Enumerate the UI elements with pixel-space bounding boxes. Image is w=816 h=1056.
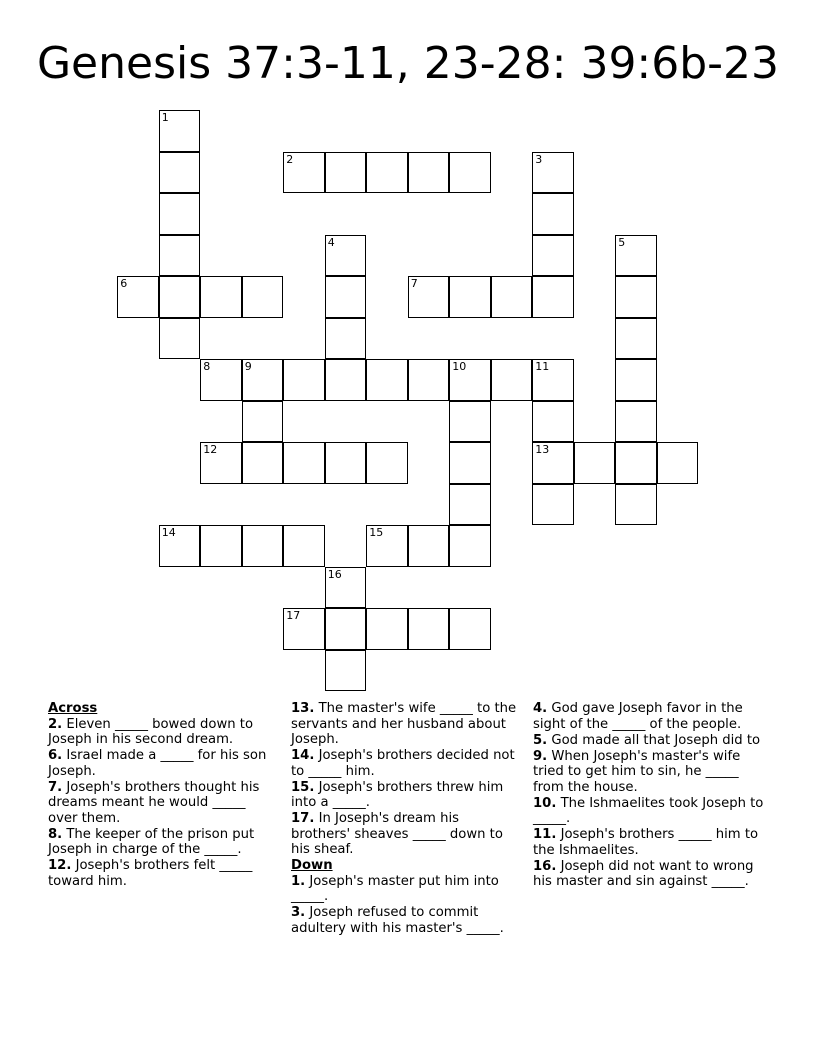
grid-cell[interactable] <box>283 152 325 194</box>
clue-item-number: 9. <box>533 748 548 764</box>
clue-item-number: 7. <box>48 779 63 795</box>
clue-item <box>291 701 521 748</box>
page-title: Genesis 37:3-11, 23-28: 39:6b-23 <box>36 38 780 89</box>
clue-number: 15 <box>369 526 384 540</box>
clue-number: 5 <box>618 235 626 249</box>
clue-number: 1 <box>161 111 169 125</box>
grid-cell[interactable] <box>366 152 408 194</box>
grid-cell[interactable] <box>615 276 657 318</box>
grid-cell[interactable] <box>159 318 201 360</box>
clue-item-number: 10. <box>533 795 557 811</box>
clue-item-number: 4. <box>533 701 548 716</box>
clue-number: 10 <box>452 360 467 374</box>
clue-number: 4 <box>327 235 335 249</box>
clue-item-text: God gave Joseph favor in the sight of the _____ of the people. <box>533 701 743 732</box>
clue-item-number: 1. <box>291 873 306 889</box>
clue-item <box>48 780 276 827</box>
clue-item-number: 12. <box>48 858 72 873</box>
grid-cell[interactable] <box>408 608 450 650</box>
clue-number: 7 <box>410 277 418 291</box>
grid-cell[interactable] <box>159 235 201 277</box>
clue-item-number: 11. <box>533 827 557 842</box>
clue-item-number: 13. <box>291 701 315 716</box>
grid-cell[interactable] <box>449 608 491 650</box>
grid-cell[interactable] <box>242 359 284 401</box>
clue-number: 6 <box>120 277 128 291</box>
clue-item <box>48 827 276 858</box>
grid-cell[interactable] <box>615 318 657 360</box>
grid-cell[interactable] <box>408 276 450 318</box>
grid-cell[interactable] <box>574 442 616 484</box>
clue-number: 12 <box>203 443 218 457</box>
clue-item-number: 2. <box>48 716 63 732</box>
grid-cell[interactable] <box>615 359 657 401</box>
clue-item-number: 15. <box>291 779 315 795</box>
grid-cell[interactable] <box>408 152 450 194</box>
grid-cell[interactable] <box>449 442 491 484</box>
grid-cell[interactable] <box>615 235 657 277</box>
clue-item <box>291 748 521 779</box>
clue-item <box>533 701 765 732</box>
clue-item <box>533 749 765 796</box>
grid-cell[interactable] <box>325 650 367 692</box>
grid-cell[interactable] <box>117 276 159 318</box>
grid-cell[interactable] <box>283 608 325 650</box>
grid-cell[interactable] <box>532 193 574 235</box>
grid-cell[interactable] <box>242 401 284 443</box>
clue-number: 17 <box>286 609 301 623</box>
clue-item-text: Israel made a _____ for his son Joseph. <box>48 748 267 779</box>
grid-cell[interactable] <box>532 152 574 194</box>
grid-cell[interactable] <box>200 359 242 401</box>
grid-cell[interactable] <box>491 359 533 401</box>
clue-column-3 <box>533 701 765 890</box>
clue-item-number: 16. <box>533 858 557 874</box>
clue-item <box>291 905 521 936</box>
clue-item-text: Joseph's brothers felt _____ toward him. <box>48 858 253 889</box>
grid-cell[interactable] <box>532 235 574 277</box>
clue-item-number: 3. <box>291 905 306 920</box>
clue-item-text: Joseph's brothers thought his dreams meant he would _____ over them. <box>48 779 260 826</box>
clue-item-number: 14. <box>291 748 315 763</box>
grid-cell[interactable] <box>283 525 325 567</box>
clue-item-text: The master's wife _____ to the servants and her husband about Joseph. <box>291 701 517 747</box>
grid-cell[interactable] <box>200 276 242 318</box>
grid-cell[interactable] <box>242 276 284 318</box>
clue-number: 11 <box>535 360 550 374</box>
clue-item-number: 17. <box>291 811 315 826</box>
grid-cell[interactable] <box>366 359 408 401</box>
grid-cell[interactable] <box>325 608 367 650</box>
grid-cell[interactable] <box>325 359 367 401</box>
grid-cell[interactable] <box>366 442 408 484</box>
down-heading: Down <box>291 858 333 873</box>
grid-cell[interactable] <box>325 235 367 277</box>
clue-item-text: When Joseph's master's wife tried to get him to sin, he _____ from the house. <box>533 748 741 795</box>
grid-cell[interactable] <box>491 276 533 318</box>
clue-item-text: Joseph's master put him into _____. <box>291 873 499 904</box>
grid-cell[interactable] <box>615 484 657 526</box>
grid-cell[interactable] <box>532 484 574 526</box>
clue-item-text: Joseph's brothers _____ him to the Ishmaelites. <box>533 827 759 858</box>
grid-cell[interactable] <box>532 442 574 484</box>
clue-item-text: Joseph's brothers decided not to _____ him. <box>291 748 515 779</box>
grid-cell[interactable] <box>159 525 201 567</box>
grid-cell[interactable] <box>532 359 574 401</box>
grid-cell[interactable] <box>325 318 367 360</box>
grid-cell[interactable] <box>366 608 408 650</box>
grid-cell[interactable] <box>449 359 491 401</box>
clue-item-number: 5. <box>533 732 548 748</box>
clue-item <box>291 780 521 811</box>
grid-cell[interactable] <box>159 152 201 194</box>
grid-cell[interactable] <box>449 484 491 526</box>
grid-cell[interactable] <box>159 276 201 318</box>
clue-item <box>48 748 276 779</box>
grid-cell[interactable] <box>449 525 491 567</box>
clue-number: 13 <box>535 443 550 457</box>
clue-item-text: Joseph did not want to wrong his master and sin against _____. <box>533 858 754 889</box>
grid-cell[interactable] <box>325 276 367 318</box>
clue-item-text: Joseph refused to commit adultery with his master's _____. <box>291 905 504 936</box>
grid-cell[interactable] <box>325 442 367 484</box>
grid-cell[interactable] <box>408 525 450 567</box>
clue-item-text: Joseph's brothers threw him into a _____. <box>291 779 504 810</box>
clue-item-number: 6. <box>48 748 63 763</box>
clue-item <box>533 733 765 749</box>
clue-item <box>533 827 765 858</box>
grid-cell[interactable] <box>242 442 284 484</box>
clue-column-2 <box>291 701 521 937</box>
grid-cell[interactable] <box>325 567 367 609</box>
grid-cell[interactable] <box>408 359 450 401</box>
clue-item-number: 8. <box>48 826 63 842</box>
clue-number: 8 <box>203 360 211 374</box>
grid-cell[interactable] <box>283 359 325 401</box>
grid-cell[interactable] <box>449 401 491 443</box>
grid-cell[interactable] <box>366 525 408 567</box>
grid-cell[interactable] <box>200 525 242 567</box>
grid-cell[interactable] <box>532 401 574 443</box>
grid-cell[interactable] <box>532 276 574 318</box>
clue-number: 3 <box>535 152 543 166</box>
grid-cell[interactable] <box>449 152 491 194</box>
clue-item-text: God made all that Joseph did to <box>547 732 761 748</box>
grid-cell[interactable] <box>242 525 284 567</box>
clue-item-text: The Ishmaelites took Joseph to _____. <box>533 795 764 826</box>
clue-number: 2 <box>286 152 294 166</box>
clue-item <box>48 858 276 889</box>
clue-item-text: In Joseph's dream his brothers' sheaves _____ down to his sheaf. <box>291 811 503 857</box>
clue-item <box>533 859 765 890</box>
clue-item <box>291 874 521 905</box>
clue-column-1 <box>48 701 276 890</box>
grid-cell[interactable] <box>615 442 657 484</box>
grid-cell[interactable] <box>615 401 657 443</box>
grid-cell[interactable] <box>449 276 491 318</box>
clue-item-text: The keeper of the prison put Joseph in charge of the _____. <box>48 826 255 857</box>
across-heading: Across <box>48 701 98 716</box>
clue-item <box>48 717 276 748</box>
grid-cell[interactable] <box>657 442 699 484</box>
grid-cell[interactable] <box>325 152 367 194</box>
grid-cell[interactable] <box>283 442 325 484</box>
grid-cell[interactable] <box>200 442 242 484</box>
clue-number: 9 <box>244 360 252 374</box>
clue-number: 16 <box>327 567 342 581</box>
clue-number: 14 <box>161 526 176 540</box>
grid-cell[interactable] <box>159 110 201 152</box>
clue-item <box>291 811 521 858</box>
clue-item <box>533 796 765 827</box>
clue-item-text: Eleven _____ bowed down to Joseph in his second dream. <box>48 716 254 747</box>
grid-cell[interactable] <box>159 193 201 235</box>
